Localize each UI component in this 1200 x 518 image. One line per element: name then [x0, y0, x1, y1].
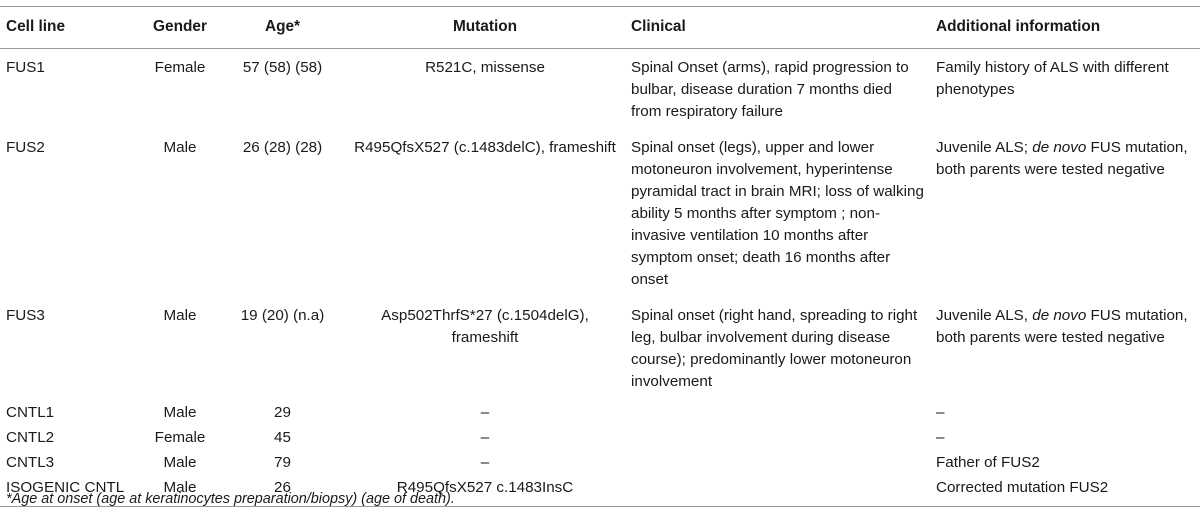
- cell-clinical: Spinal Onset (arms), rapid progression to bulbar, disease duration 7 months died from respiratory failure: [631, 59, 909, 120]
- cell-additional: –: [936, 429, 945, 446]
- cell-line: ISOGENIC CNTL: [0, 474, 140, 507]
- cell-age: 29: [274, 404, 291, 421]
- cell-additional: Corrected mutation FUS2: [930, 474, 1200, 507]
- cell-additional: [930, 129, 1200, 297]
- cell-clinical: [625, 399, 930, 424]
- cell-gender: Male: [163, 139, 197, 156]
- cell-gender: Female: [154, 429, 206, 446]
- cell-line: CNTL3: [6, 454, 55, 471]
- cell-additional: [930, 297, 1200, 399]
- header-gender: Gender: [140, 7, 220, 49]
- cell-mutation: R521C, missense: [425, 59, 545, 76]
- cell-age: 57 (58) (58): [242, 59, 323, 76]
- cell-gender: Male: [163, 404, 197, 421]
- cell-gender: Male: [163, 307, 197, 324]
- cell-clinical: [625, 474, 930, 507]
- cell-line: CNTL1: [6, 404, 55, 421]
- cell-gender: Female: [154, 59, 206, 76]
- cell-line: FUS2: [6, 139, 45, 156]
- table-row: [0, 399, 1200, 424]
- table-row: [0, 424, 1200, 449]
- cell-age: 26 (28) (28): [242, 139, 323, 156]
- additional-text-a: Juvenile ALS;: [936, 139, 1033, 156]
- header-mutation: Mutation: [345, 7, 625, 49]
- cell-age: 45: [274, 429, 291, 446]
- cell-additional: Family history of ALS with different phenotypes: [936, 59, 1169, 98]
- cell-mutation: R495QfsX527 c.1483InsC: [345, 474, 625, 507]
- cell-mutation: –: [480, 404, 490, 421]
- cell-age: 26: [220, 474, 345, 507]
- additional-text-b: FUS mutation, both parents were tested negative: [936, 307, 1188, 346]
- table-header-row: [0, 7, 1200, 49]
- cell-clinical: [625, 449, 930, 474]
- cell-clinical: Spinal onset (right hand, spreading to right leg, bulbar involvement during disease course); predominantly lower motoneuron involvement: [631, 307, 918, 390]
- cell-line-table: [0, 6, 1200, 507]
- table-row: [0, 449, 1200, 474]
- additional-text-italic: de novo: [1032, 139, 1087, 156]
- data-table-container: [0, 6, 1200, 507]
- cell-mutation: –: [480, 454, 490, 471]
- table-row: [0, 129, 1200, 297]
- cell-line: CNTL2: [6, 429, 55, 446]
- cell-mutation: –: [480, 429, 490, 446]
- cell-additional: Father of FUS2: [936, 454, 1040, 471]
- cell-line: FUS3: [6, 307, 45, 324]
- cell-age: 19 (20) (n.a): [240, 307, 325, 324]
- table-footnote: *Age at onset (age at keratinocytes preparation/biopsy) (age of death).: [6, 491, 455, 507]
- header-clinical: Clinical: [625, 7, 930, 49]
- cell-line: FUS1: [6, 59, 45, 76]
- cell-clinical: [625, 424, 930, 449]
- header-cell-line: Cell line: [0, 7, 140, 49]
- cell-age: 79: [274, 454, 291, 471]
- header-additional-information: Additional information: [930, 7, 1200, 49]
- cell-mutation: Asp502ThrfS*27 (c.1504delG), frameshift: [381, 307, 589, 346]
- additional-text-italic: de novo: [1032, 307, 1087, 324]
- table-row: [0, 49, 1200, 130]
- header-age: Age*: [220, 7, 345, 49]
- table-row: [0, 297, 1200, 399]
- cell-clinical: Spinal onset (legs), upper and lower motoneuron involvement, hyperintense pyramidal tract in brain MRI; loss of walking ability 5 months after symptom ; non-invasive ventilation 10 months after symptom onset; death 16 months after onset: [631, 139, 924, 288]
- cell-gender: Male: [140, 474, 220, 507]
- cell-additional: –: [936, 404, 945, 421]
- cell-mutation: R495QfsX527 (c.1483delC), frameshift: [354, 139, 616, 156]
- cell-gender: Male: [163, 454, 197, 471]
- additional-text-b: FUS mutation, both parents were tested negative: [936, 139, 1188, 178]
- additional-text-a: Juvenile ALS,: [936, 307, 1033, 324]
